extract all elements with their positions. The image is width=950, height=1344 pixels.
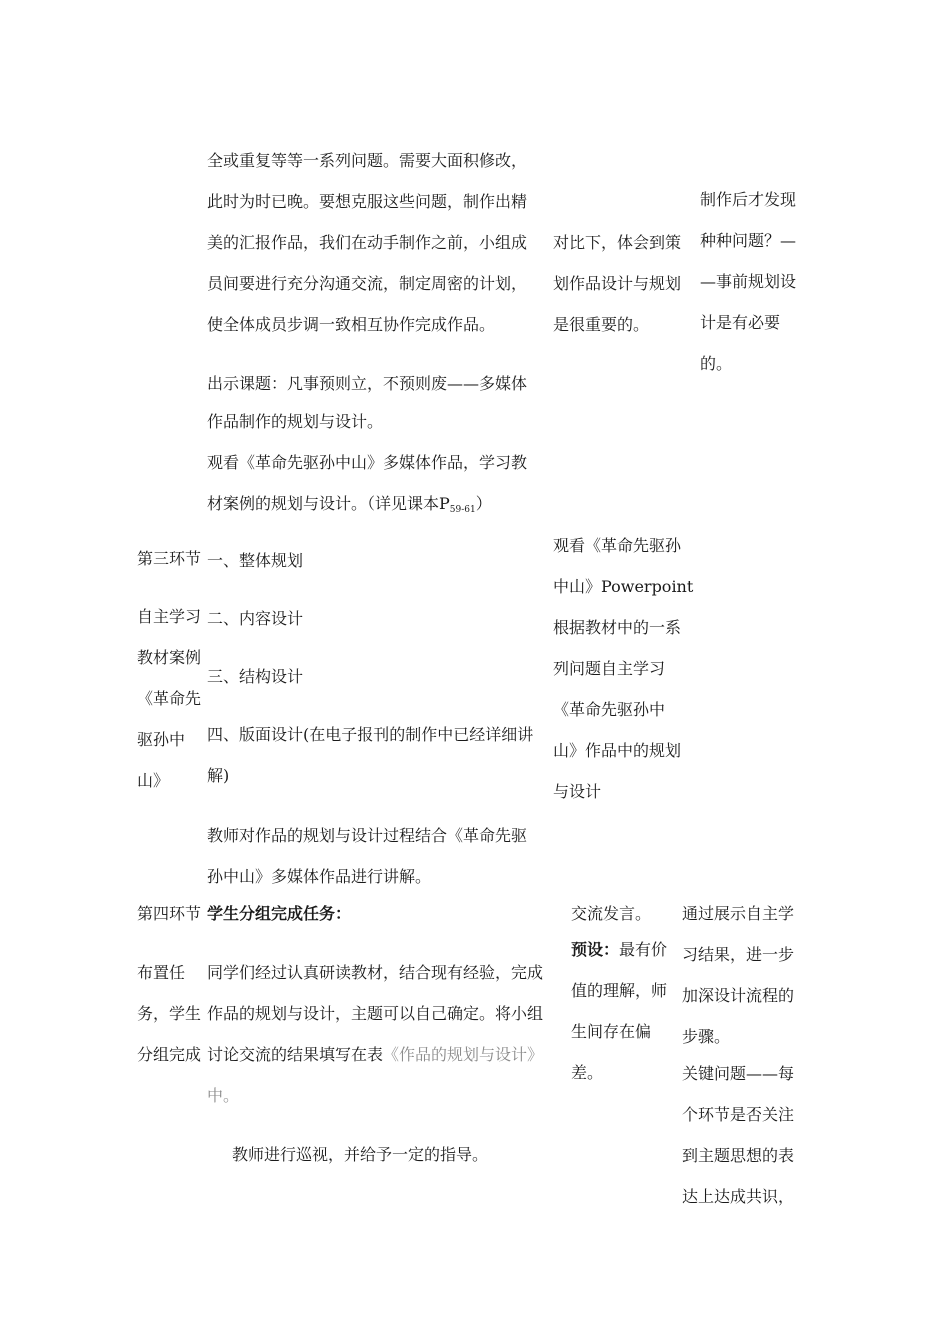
design-intent-line: 加深设计流程的 — [682, 986, 795, 1005]
student-activity-line: 山》作品中的规划 — [553, 741, 682, 760]
page-ref-suffix: ） — [475, 494, 492, 513]
task-body-line — [207, 1045, 543, 1065]
lesson-topic-line: 出示课题：凡事预则立，不预则废——多媒体 — [207, 374, 528, 393]
design-intent-line: 计是有必要 — [700, 313, 781, 332]
task-body-text: 讨论交流的结果填写在表 — [207, 1045, 384, 1064]
worksheet-link[interactable]: 《作品的规划与设计》 — [383, 1045, 544, 1064]
design-intent-line: 个环节是否关注 — [682, 1105, 795, 1124]
stage-label-line: 自主学习 — [137, 607, 202, 626]
task-body-line: 中。 — [207, 1086, 240, 1105]
student-activity-line: 《革命先驱孙中 — [553, 700, 666, 719]
stage-label-line: 《革命先 — [137, 689, 202, 708]
design-step-item: 二、内容设计 — [207, 609, 304, 628]
student-activity-line: 差。 — [571, 1063, 604, 1082]
design-intent-line: 到主题思想的表 — [682, 1146, 795, 1165]
top-main-line: 员间要进行充分沟通交流，制定周密的计划， — [207, 274, 528, 293]
design-intent-line: 达上达成共识， — [682, 1187, 795, 1206]
page-ref-subscript: 59-61 — [449, 505, 476, 515]
student-activity-line: 划作品设计与规划 — [553, 274, 682, 293]
design-intent-line: —事前规划设 — [700, 272, 797, 291]
student-activity-line: 生间存在偏 — [571, 1022, 652, 1041]
page-reference-line — [207, 494, 492, 517]
task-body-line: 作品的规划与设计，主题可以自己确定。将小组 — [207, 1004, 544, 1023]
design-intent-line: 制作后才发现 — [700, 190, 797, 209]
student-activity-line: 中山》Powerpoint — [553, 577, 694, 596]
student-activity-line: 根据教材中的一系 — [553, 618, 682, 637]
stage-label-line: 布置任 — [137, 963, 186, 982]
design-intent-line: 的。 — [700, 354, 733, 373]
design-step-item: 一、整体规划 — [207, 551, 304, 570]
task-body-line: 同学们经过认真研读教材，结合现有经验，完成 — [207, 963, 544, 982]
top-main-line: 使全体成员步调一致相互协作完成作品。 — [207, 315, 496, 334]
design-intent-line: 步骤。 — [682, 1027, 731, 1046]
teacher-explain-line: 教师对作品的规划与设计过程结合《革命先驱 — [207, 826, 528, 845]
stage-label-line: 驱孙中 — [137, 730, 186, 749]
preset-label: 预设： — [571, 940, 620, 959]
stage-label-line: 教材案例 — [137, 648, 202, 667]
student-activity-line: 列问题自主学习 — [553, 659, 666, 678]
watch-case-line: 观看《革命先驱孙中山》多媒体作品，学习教 — [207, 453, 528, 472]
stage-label-line: 山》 — [137, 771, 170, 790]
stage-label-line: 第四环节 — [137, 904, 202, 923]
student-activity-line: 观看《革命先驱孙 — [553, 536, 682, 555]
design-step-item-cont: 解) — [207, 766, 230, 785]
page-ref-prefix: 材案例的规划与设计。（详见课本P — [207, 494, 450, 513]
top-main-line: 全或重复等等一系列问题。需要大面积修改， — [207, 151, 528, 170]
stage-label-line: 第三环节 — [137, 549, 202, 568]
design-intent-line: 通过展示自主学 — [682, 904, 795, 923]
design-step-item: 三、结构设计 — [207, 667, 304, 686]
teacher-guidance: 教师进行巡视，并给予一定的指导。 — [232, 1145, 489, 1164]
student-activity-line: 交流发言。 — [571, 904, 652, 923]
stage-label-line: 分组完成 — [137, 1045, 202, 1064]
student-activity-line: 是很重要的。 — [553, 315, 650, 334]
teacher-explain-line: 孙中山》多媒体作品进行讲解。 — [207, 867, 432, 886]
design-intent-line: 关键问题——每 — [682, 1064, 795, 1083]
stage-label-line: 务，学生 — [137, 1004, 202, 1023]
task-heading: 学生分组完成任务： — [207, 904, 352, 923]
top-main-line: 此时为时已晚。要想克服这些问题，制作出精 — [207, 192, 528, 211]
design-step-item: 四、版面设计(在电子报刊的制作中已经详细讲 — [207, 725, 534, 744]
student-activity-line: 与设计 — [553, 782, 602, 801]
design-intent-line: 习结果，进一步 — [682, 945, 795, 964]
preset-text: 最有价 — [619, 940, 668, 959]
student-activity-line: 值的理解，师 — [571, 981, 668, 1000]
student-activity-line: 对比下，体会到策 — [553, 233, 682, 252]
lesson-topic-line: 作品制作的规划与设计。 — [207, 412, 384, 431]
top-main-line: 美的汇报作品，我们在动手制作之前，小组成 — [207, 233, 528, 252]
design-intent-line: 种种问题？— — [700, 231, 797, 250]
preset-line — [571, 940, 667, 960]
